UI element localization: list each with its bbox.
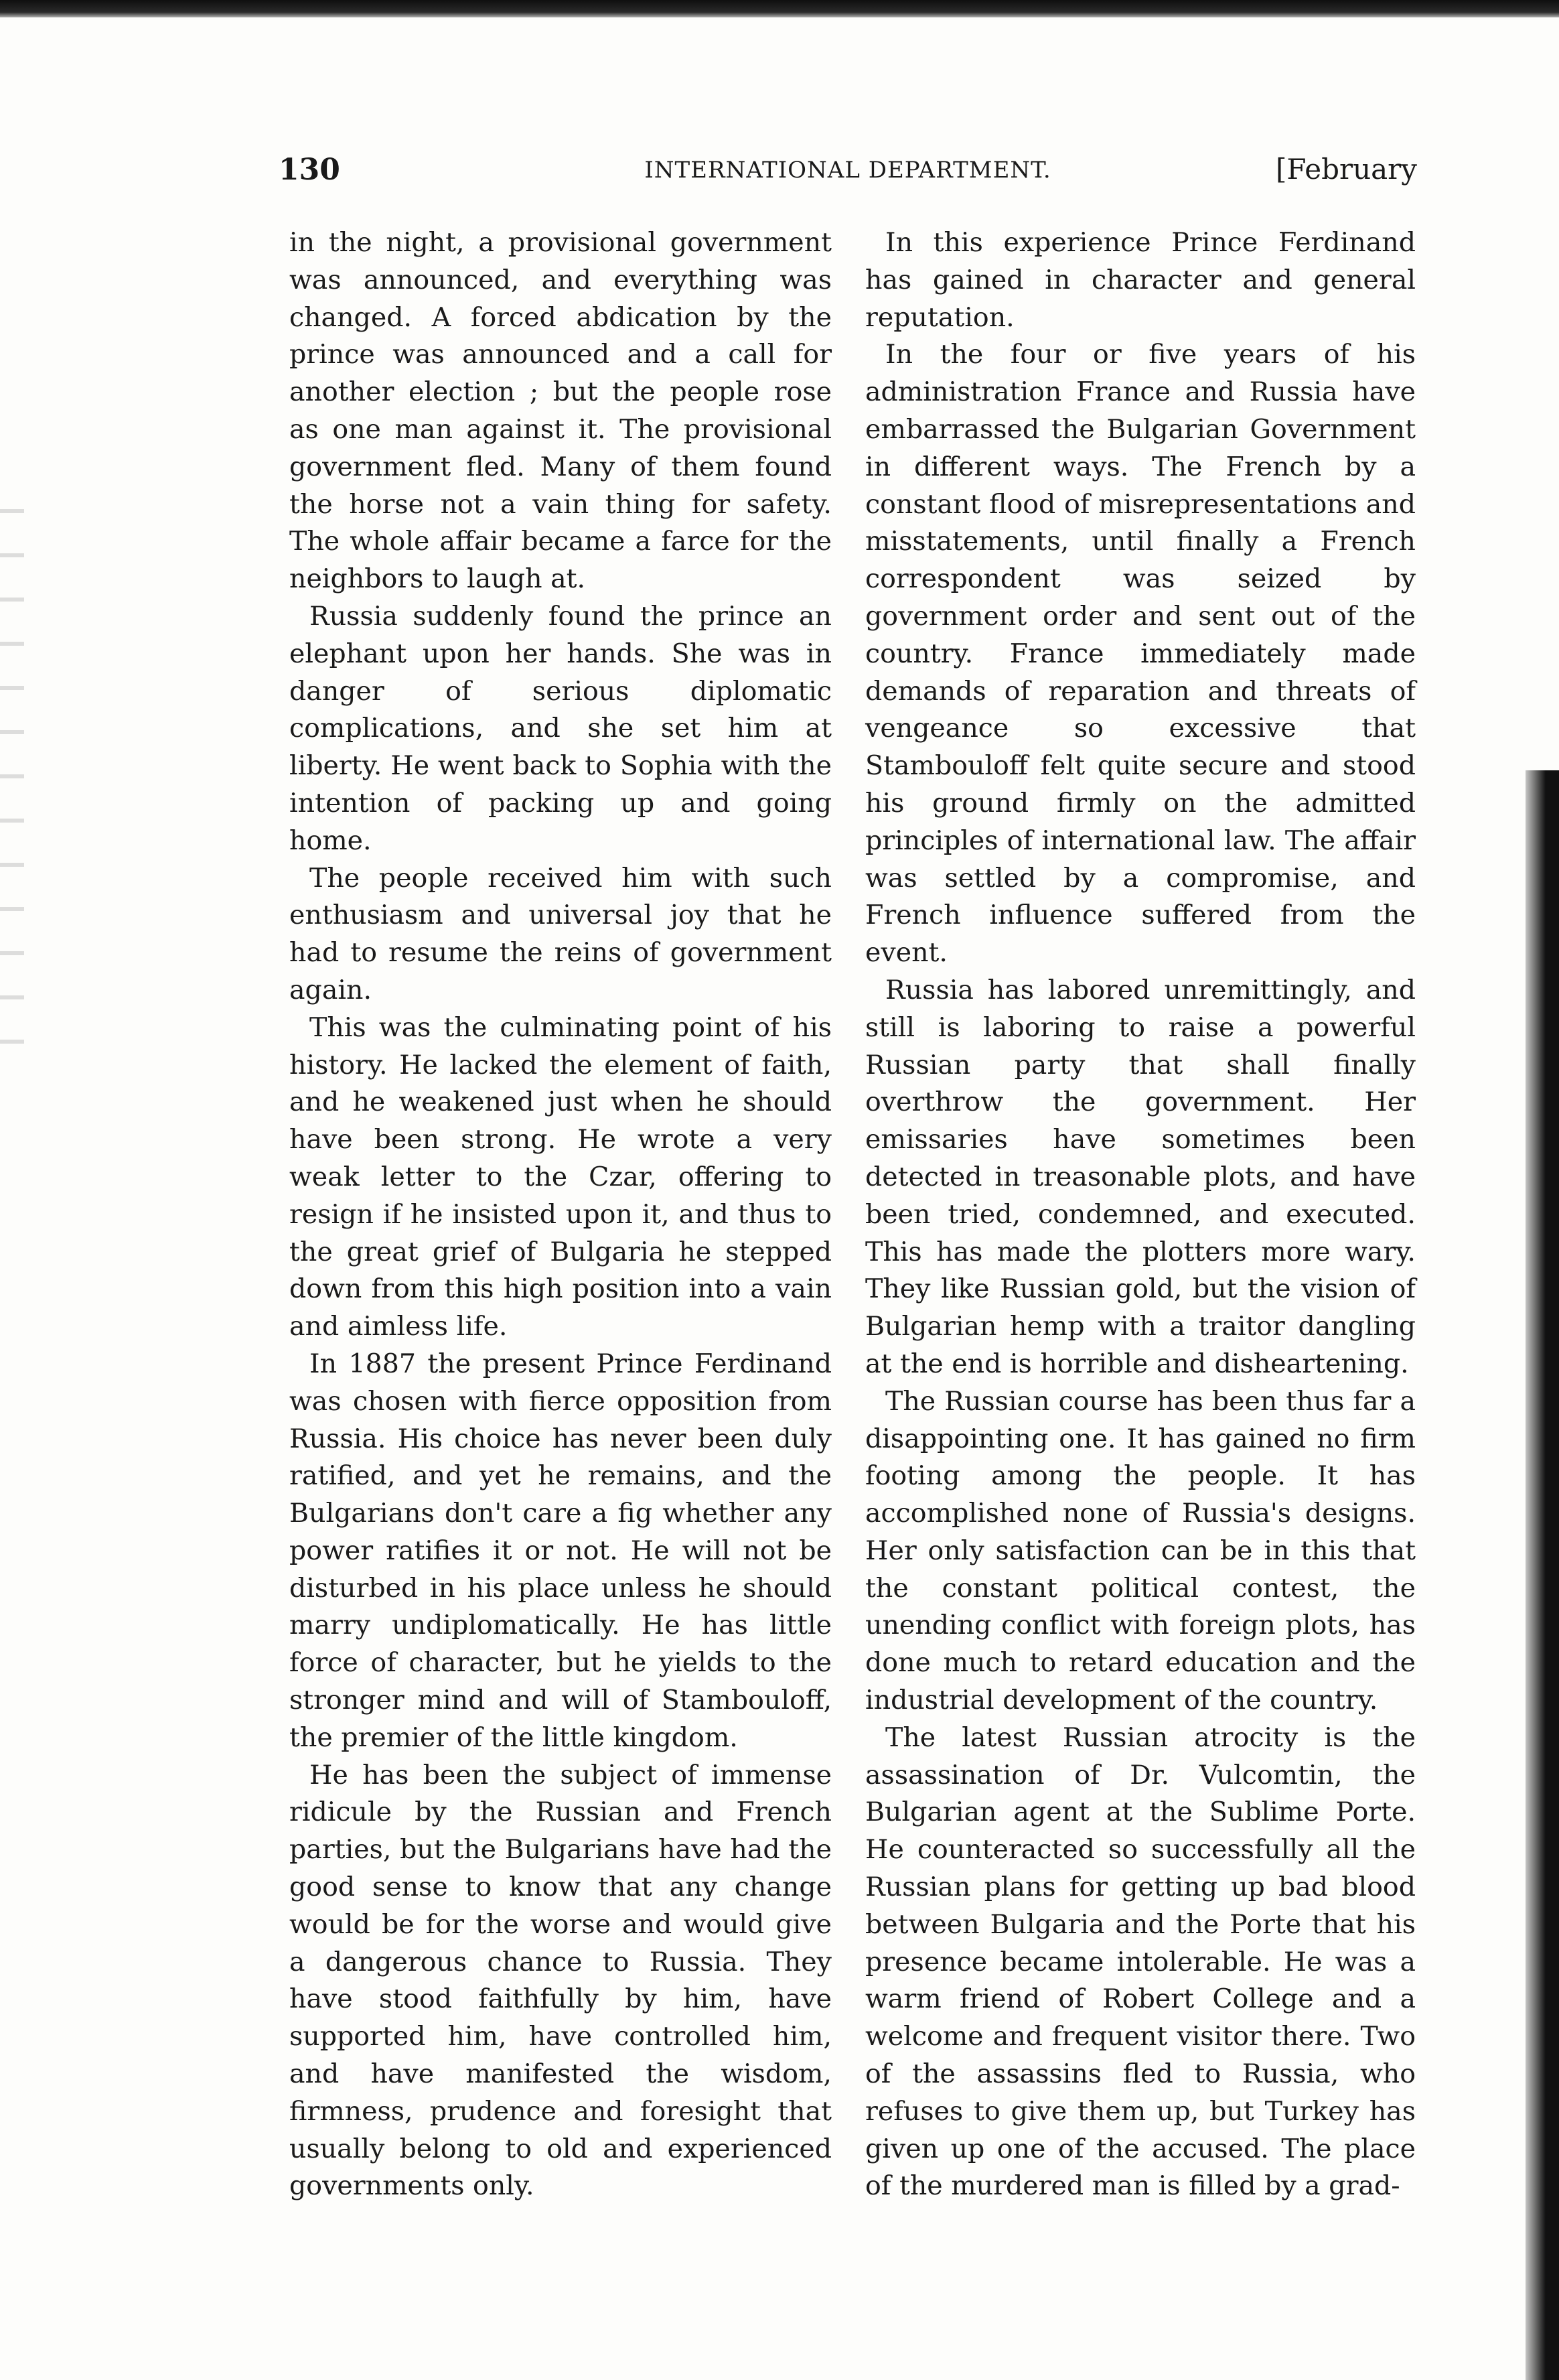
paragraph: The Russian course has been thus far a disappointing one. It has gained no firm footing among the people. It has accomplished none of Russia's designs. Her only satisfaction can be in this that the constant political contest, the unending conflict with foreign plots, has done much to retard education and the industrial development of the country. [865,1385,1416,1716]
right-column [865,224,1416,2205]
paragraph: Russia has labored unremittingly, and still is laboring to raise a powerful Russian party that shall finally overthrow the government. Her emissaries have sometimes been detected in treasonable plots, and have been tried, condemned, and executed. This has made the plotters more wary. They like Russian gold, but the vision of Bulgarian hemp with a traitor dangling at the end is horrible and disheartening. [865,974,1416,1379]
paragraph: The people received him with such enthusiasm and universal joy that he had to resume the reins of government again. [289,862,832,1005]
paragraph: Russia suddenly found the prince an elephant upon her hands. She was in danger of serious diplomatic complications, and she set him at liberty. He went back to Sophia with the intention of packing up and going home. [289,600,832,856]
paragraph: The latest Russian atrocity is the assassination of Dr. Vulcomtin, the Bulgarian agent at the Sublime Porte. He counteracted so successfully all the Russian plans for getting up bad blood between Bulgaria and the Porte that his presence became intolerable. He was a warm friend of Robert College and a welcome and frequent visitor there. Two of the assassins fled to Russia, who refuses to give them up, but Turkey has given up one of the accused. The place of the murdered man is filled by a grad- [865,1722,1416,2202]
paragraph: He has been the subject of immense ridicule by the Russian and French parties, but the Bulgarians have had the good sense to know that any change would be for the worse and would give a dangerous chance to Russia. They have stood faithfully by him, have supported him, have controlled him, and have manifested the wisdom, firmness, prudence and foresight that usually belong to old and experienced governments only. [289,1759,832,2202]
page-number: 130 [279,153,340,187]
paragraph: In 1887 the present Prince Ferdinand was chosen with fierce opposition from Russia. His choice has never been duly ratified, and yet he remains, and the Bulgarians don't care a fig whether any power ratifies it or not. He will not be disturbed in his place unless he should marry undiplomatically. He has little force of character, but he yields to the stronger mind and will of Stambouloff, the premier of the little kingdom. [289,1348,832,1753]
paragraph: This was the culminating point of his history. He lacked the element of faith, and he weakened just when he should have been strong. He wrote a very weak letter to the Czar, offering to resign if he insisted upon it, and thus to the great grief of Bulgaria he stepped down from this high position into a vain and aimless life. [289,1011,832,1342]
running-head: INTERNATIONAL DEPARTMENT. [644,157,1051,184]
section-label: [February [1276,153,1417,186]
scan-top-edge [0,0,1559,17]
paragraph: In the four or five years of his administration France and Russia have embarrassed the Bulgarian Government in different ways. The French by a constant flood of misrepresentations and misstatements, until finally a French correspondent was seized by government order and sent out of the country. France immediately made demands of reparation and threats of vengeance so excessive that Stambouloff felt quite secure and stood his ground firmly on the admitted principles of international law. The affair was settled by a compromise, and French influence suffered from the event. [865,339,1416,969]
paragraph: In this experience Prince Ferdinand has gained in character and general reputation. [865,227,1416,333]
page-header [279,153,1417,200]
paragraph: in the night, a provisional government was announced, and everything was changed. A forced abdication by the prince was announced and a call for another election ; but the people rose as one man against it. The provisional government fled. Many of them found the horse not a vain thing for safety. The whole affair became a farce for the neighbors to laugh at. [289,227,832,595]
scan-binding-marks [0,469,24,1072]
left-column [289,224,832,2205]
scan-right-edge [1526,770,1559,2380]
